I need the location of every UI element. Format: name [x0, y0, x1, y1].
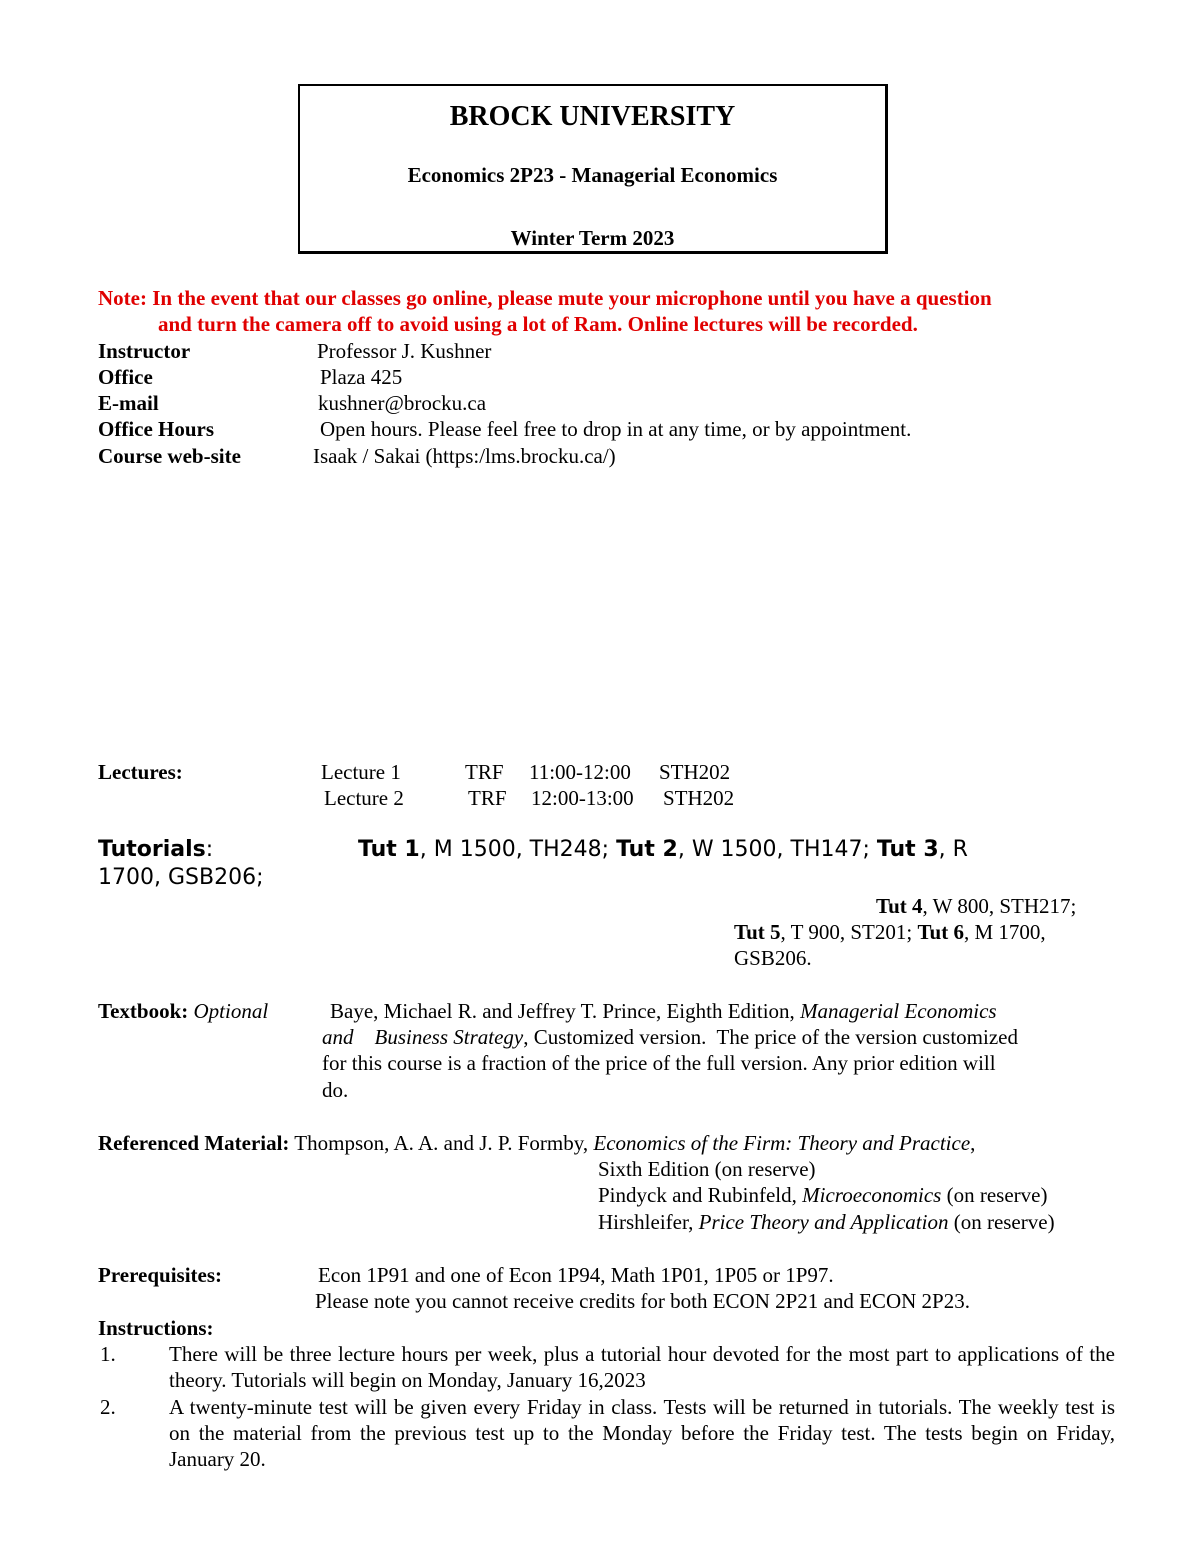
reference-3	[598, 1209, 1055, 1235]
title-box	[298, 84, 888, 254]
reference-1-authors: Thompson, A. A. and J. P. Formby,	[289, 1131, 594, 1155]
textbook-line-1	[330, 998, 997, 1024]
tut-2-details: , W 1500, TH147;	[677, 837, 877, 862]
lecture-1-days: TRF	[465, 760, 504, 784]
lecture-2-name: Lecture 2	[324, 786, 404, 810]
textbook-label-line	[98, 998, 268, 1024]
email-value[interactable]: kushner@brocku.ca	[318, 391, 487, 415]
tut-4-details: , W 800, STH217;	[922, 894, 1077, 918]
tutorials-line-2: 1700, GSB206;	[98, 865, 264, 890]
lecture-1-name: Lecture 1	[321, 760, 401, 784]
reference-3-note: (on reserve)	[948, 1210, 1055, 1234]
course-website-value[interactable]: Isaak / Sakai (https:/lms.brocku.ca/)	[313, 444, 616, 468]
instructor-label: Instructor	[98, 339, 191, 363]
reference-3-authors: Hirshleifer,	[598, 1210, 699, 1234]
tut-1-details: , M 1500, TH248;	[419, 837, 617, 862]
lecture-2-room: STH202	[663, 786, 735, 810]
prerequisites-line-2: Please note you cannot receive credits for both ECON 2P21 and ECON 2P23.	[315, 1289, 970, 1313]
tutorials-line-3	[876, 893, 1076, 919]
tutorials-colon: :	[205, 837, 214, 862]
textbook-line-4: do.	[322, 1078, 349, 1102]
office-label: Office	[98, 365, 153, 389]
reference-2-title: Microeconomics	[802, 1183, 942, 1207]
tutorials-line-5: GSB206.	[734, 946, 812, 970]
tut-5-details: , T 900, ST201;	[780, 920, 918, 944]
lecture-1-time: 11:00-12:00	[529, 760, 631, 784]
course-website-label: Course web-site	[98, 444, 241, 468]
course-title: Economics 2P23 - Managerial Economics	[407, 163, 778, 187]
textbook-title-part-2: and Business Strategy	[322, 1025, 524, 1049]
referenced-line-1	[98, 1130, 975, 1156]
tut-2-name: Tut 2	[616, 837, 678, 862]
textbook-line-1-text: Baye, Michael R. and Jeffrey T. Prince, Eighth Edition,	[330, 999, 801, 1023]
reference-1-comma: ,	[970, 1131, 976, 1155]
textbook-title-part-1: Managerial Economics	[800, 999, 997, 1023]
prerequisites-label: Prerequisites:	[98, 1263, 223, 1287]
reference-2-note: (on reserve)	[941, 1183, 1048, 1207]
instruction-2-text: A twenty-minute test will be given every Friday in class. Tests will be returned in tutorials. The weekly test is on the material from the previous test up to the Monday before the Friday test. The tests begin on Friday, January 20.	[169, 1395, 1115, 1471]
lecture-2-days: TRF	[468, 786, 507, 810]
instruction-1-text: There will be three lecture hours per week, plus a tutorial hour devoted for the most part to applications of the theory. Tutorials will begin on Monday, January 16,2023	[169, 1342, 1115, 1392]
university-name: BROCK UNIVERSITY	[449, 101, 736, 132]
office-hours-value: Open hours. Please feel free to drop in at any time, or by appointment.	[320, 417, 912, 441]
reference-1-edition: Sixth Edition (on reserve)	[598, 1157, 816, 1181]
tut-4-name: Tut 4	[876, 894, 923, 918]
reference-1-title: Economics of the Firm: Theory and Practice	[593, 1131, 971, 1155]
instructions-label: Instructions:	[98, 1316, 214, 1340]
textbook-optional: Optional	[193, 999, 269, 1023]
textbook-line-3: for this course is a fraction of the price of the full version. Any prior edition will	[322, 1051, 996, 1075]
prerequisites-line-1: Econ 1P91 and one of Econ 1P94, Math 1P01, 1P05 or 1P97.	[318, 1263, 834, 1287]
tut-3-name: Tut 3	[876, 837, 939, 862]
tutorials-label-line	[98, 836, 213, 864]
instruction-2-number: 2.	[100, 1395, 116, 1419]
term-label: Winter Term 2023	[510, 226, 675, 250]
tut-6-name: Tut 6	[917, 920, 964, 944]
tut-3-details: , R	[938, 837, 968, 862]
instructor-value: Professor J. Kushner	[317, 339, 492, 363]
office-value: Plaza 425	[320, 365, 403, 389]
reference-2-authors: Pindyck and Rubinfeld,	[598, 1183, 803, 1207]
tutorials-line-4	[734, 919, 1046, 945]
textbook-line-2	[322, 1024, 1018, 1050]
tutorials-line-1	[358, 836, 968, 864]
reference-3-title: Price Theory and Application	[698, 1210, 949, 1234]
referenced-label: Referenced Material:	[98, 1131, 290, 1155]
reference-2	[598, 1182, 1047, 1208]
instruction-1-number: 1.	[100, 1342, 116, 1366]
office-hours-label: Office Hours	[98, 417, 215, 441]
lecture-1-room: STH202	[659, 760, 731, 784]
lectures-label: Lectures:	[98, 760, 183, 784]
textbook-label: Textbook:	[98, 999, 189, 1023]
tutorials-label: Tutorials	[98, 837, 206, 862]
lecture-2-time: 12:00-13:00	[531, 786, 634, 810]
note-line-2: and turn the camera off to avoid using a lot of Ram. Online lectures will be recorded.	[158, 312, 918, 336]
email-label: E-mail	[98, 391, 159, 415]
note-line-1: Note: In the event that our classes go online, please mute your microphone until you have a question	[98, 286, 992, 310]
textbook-line-2-text: , Customized version. The price of the version customized	[523, 1025, 1018, 1049]
tut-1-name: Tut 1	[358, 837, 420, 862]
tut-6-details: , M 1700,	[963, 920, 1046, 944]
tut-5-name: Tut 5	[734, 920, 781, 944]
